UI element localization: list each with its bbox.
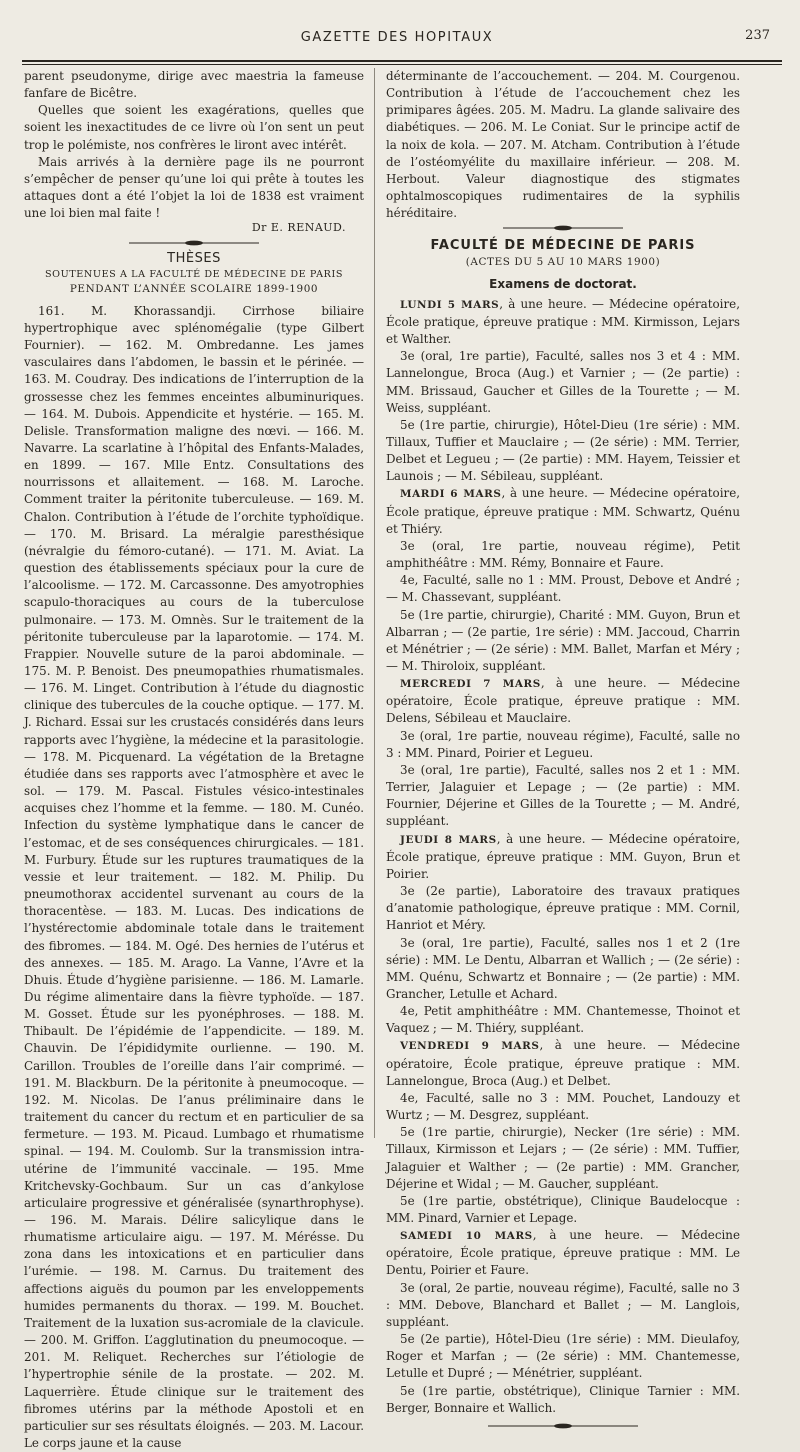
theses-subtitle: SOUTENUES A LA FACULTÉ DE MÉDECINE DE PARIS (44, 268, 344, 280)
exam-entry (386, 1331, 740, 1382)
exam-entry (386, 883, 740, 934)
faculty-title: FACULTÉ DE MÉDECINE DE PARIS (430, 238, 696, 254)
faculty-subtitle: (ACTES DU 5 AU 10 MARS 1900) (465, 255, 661, 268)
exam-entry (386, 762, 740, 831)
running-title: GAZETTE DES HOPITAUX (300, 30, 494, 45)
exam-entry (386, 1003, 740, 1037)
column-divider (374, 68, 375, 1138)
exam-text: , à une heure. — Médecine opératoire, École pratique, épreuve pratique : MM. Delens, Sébileau et Mauclaire. (386, 676, 741, 726)
exam-entry (386, 1090, 740, 1124)
exam-text: 5e (1re partie, obstétrique), Clinique Tarnier : MM. Berger, Bonnaire et Wallich. (386, 1383, 740, 1415)
exam-text: 3e (2e partie), Laboratoire des travaux pratiques d’anatomie pathologique, épreuve pratique : MM. Cornil, Hanriot et Méry. (386, 884, 740, 933)
theses-subtitle-year: PENDANT L’ANNÉE SCOLAIRE 1899-1900 (69, 282, 319, 295)
header-rule-thin (22, 64, 782, 65)
exam-text: 4e, Petit amphithéâtre : MM. Chantemesse, Thoinot et Vaquez ; — M. Thiéry, suppléant. (386, 1004, 740, 1036)
theses-list-start: 161. M. Khorassandji. Cirrhose biliaire hypertrophique avec splénomégalie (type Gilbert Fournier). — 162. M. Ombredanne. Les (24, 303, 364, 353)
exams-heading: Examens de doctorat. (489, 276, 637, 291)
theses-list-rest: james vasculaires dans l’abdomen, le bassin et le périnée. — 163. M. Coudray. Des indications de l’interruption de la grossesse chez les femmes enceintes albuminuriques. — 164. M. Dubois. Appendicite et hystérie. — 165. M. Delisle. Transformation maligne des nœvi. — 166. M. Navarre. La scarlatine à l’hôpital des Enfants-Malades, en 1899. — 167. Mlle Entz. Consultations des nourrissons et allaitement. — 168. M. Laroche. Comment traiter la péritonite tuberculeuse. — 169. M. Chalon. Contribution à l’étude de l’orchite typhoïdique. — 170. M. Brisard. La méralgie paresthésique (névralgie du fémoro-cutané). — 171. M. Aviat. La question des établissements spéciaux pour la cure de l’alcoolisme. — 172. M. Carcassonne. Des amyotrophies scapulo-thoraciques au cours de la tuberculose pulmonaire. — 173. M. Omnès. Sur le traitement de la péritonite tuberculeuse par la laparotomie. — 174. M. Frappier. Nouvelle suture de la paroi abdominale. — 175. M. P. Benoist. Des pneumopathies rhumatismales. — 176. M. Linget. Contribution à l’étude du diagnostic clinique des tubercules de la couche optique. — 177. M. J. Richard. Essai sur les crustacés considérés dans leurs rapports avec l’hygiène, la médecine et la parasitologie. — 178. M. Picquenard. La végétation de la Bretagne étudiée dans ses rapports avec l’atmosphère et avec le sol. — 179. M. Pascal. Fistules vésico-intestinales acquises chez l’homme et la femme. — 180. M. Cunéo. Infection du système lymphatique dans le cancer de l’estomac, et de ses conséquences chirurgicales. — 181. M. Furbury. Étude sur les ruptures traumatiques de la vessie et leur traitement. — 182. M. Philip. Du pneumothorax accidentel survenant au cours de la thoracentèse. — 183. M. Lucas. Des indications de l’hystérectomie abdominale totale dans le traitement des fibromes. — 184. M. Ogé. Des hernies de l’utérus et des annexes. — 185. M. Arago. La Vanne, l’Avre et la Dhuis. Étude d’hygiène parisienne. — 186. M. Lamarle. Du régime alimentaire dans la fièvre typhoïde. — 187. M. Gosset. Étude sur les pyonéphroses. — 188. M. Thibault. De l’épidémie de l’appendicite. — 189. M. Chauvin. De l’épididymite ourlienne. — 190. M. Carillon. Troubles de l’oreille dans l’air comprimé. — 191. M. Blackburn. De la péritonite à pneumocoque. — 192. M. Nicolas. De l’anus préliminaire dans le traitement du cancer du rectum et en particulier de sa fermeture. — 193. M. Picaud. Lumbago et rhumatisme spinal. — 194. M. Coulomb. Sur la transmission intra-utérine de l’immunité vaccinale. — 195. Mme Kritchevsky-Gochbaum. Sur un cas d’ankylose articulaire progressive et généralisée (synarthrophyse). — 196. M. Marais. Délire salicylique dans le rhumatisme articulaire aigu. — 197. M. Mérésse. Du zona dans les intoxications et en particulier dans l’urémie. — 198. M. Carnus. Du traitement des affections aiguës du poumon par les enveloppements humides permanents du thorax. — 199. M. Bouchet. Traitement de la luxation sus-acromiale de la clavicule. — 200. M. Griffon. L’agglutination du pneumocoque. — 201. M. Reliquet. Recherches sur l’étiologie de l’hypertrophie sénile de la prostate. — 202. M. Laquerrière. Étude clinique sur le traitement des fibromes utérins par la méthode Apostoli et en particulier sur ses résultats éloignés. — 203. M. Lacour. Le corps jaune et la cause (24, 338, 364, 1451)
exam-entry (386, 1383, 740, 1417)
exam-text: 5e (1re partie, chirurgie), Necker (1re série) : MM. Tillaux, Kirmisson et Lejars ; — (2e série) : MM. Tuffier, Jalaguier et Walther ; — (2e partie) : MM. Grancher, Déjerine et Widal ; — M. Gaucher, suppléant. (386, 1125, 740, 1191)
exam-entry (386, 417, 740, 486)
exam-text: 4e, Faculté, salle no 3 : MM. Pouchet, Landouzy et Wurtz ; — M. Desgrez, suppléant. (386, 1090, 740, 1123)
theses-continuation: déterminante de l’accouchement. — 204. M. Courgenou. Contribution à l’étude de l’accouchement chez les primipares âgées. 205. M. Madru. La glande salivaire des diabétiques. — 206. M. Le Coniat. Sur le principe actif de la noix de kola. — 207. M. Atcham. Contribution à l’étude de l’ostéomyélite du maxillaire inférieur. — 208. M. Herbout. Valeur diagnostique des stigmates ophtalmoscopiques rudimentaires de la syphilis héréditaire. (386, 69, 740, 221)
ornament-divider (503, 225, 623, 231)
exam-text: 4e, Faculté, salle no 1 : MM. Proust, Debove et André ; — M. Chassevant, suppléant. (386, 573, 740, 605)
exam-day: VENDREDI 9 MARS (400, 1040, 540, 1053)
exam-entry (386, 296, 740, 348)
exam-entry (386, 607, 740, 676)
exam-text: , à une heure. — Médecine opératoire, École pratique, épreuve pratique : MM. Schwartz, Quénu et Thiéry. (386, 486, 741, 536)
ornament-divider (129, 240, 259, 246)
exam-day: MARDI 6 MARS (400, 488, 502, 501)
exam-entries (386, 296, 740, 1417)
exam-entry (386, 1037, 740, 1089)
signature: Dr E. RENAUD. (251, 221, 346, 235)
page-number: 237 (745, 28, 770, 43)
exam-text: , à une heure. — Médecine opératoire, École pratique, épreuve pratique : MM. Guyon, Brun et Poirier. (386, 831, 740, 881)
exam-day: JEUDI 8 MARS (400, 833, 497, 846)
exam-entry (386, 485, 740, 537)
exam-day: SAMEDI 10 MARS (400, 1230, 533, 1243)
exam-text: , à une heure. — Médecine opératoire, École pratique, épreuve pratique : MM. Le Dentu, Poirier et Faure. (386, 1228, 741, 1278)
exam-text: 5e (1re partie, obstétrique), Clinique Baudelocque : MM. Pinard, Varnier et Lepage. (386, 1193, 740, 1225)
intro-paragraph-2: Quelles que soient les exagérations, quelles que soient les inexactitudes de ce livre où l’on sent un peut trop le polémiste, nos confrères le liront avec intérêt. (24, 103, 364, 152)
exam-day: LUNDI 5 MARS (400, 298, 500, 311)
exam-day: MERCREDI 7 MARS (400, 678, 541, 691)
theses-list (24, 303, 364, 1452)
left-column (24, 68, 364, 1452)
exam-entry (386, 728, 740, 762)
header-rule (22, 60, 782, 62)
theses-title: THÈSES (167, 250, 221, 266)
exam-entry (386, 348, 740, 417)
exam-text: 5e (1re partie, chirurgie), Charité : MM. Guyon, Brun et Albarran ; — (2e partie, 1re série) : MM. Jaccoud, Charrin et Ménétrier ; — (2e série) : MM. Ballet, Marfan et Méry ; — M. Thiroloix, suppléant. (386, 607, 740, 673)
exam-text: 5e (2e partie), Hôtel-Dieu (1re série) : MM. Dieulafoy, Roger et Marfan ; — (2e série) : MM. Chantemesse, Letulle et Dupré ; — Ménétrier, suppléant. (386, 1332, 740, 1381)
exam-entry (386, 1193, 740, 1227)
exam-entry (386, 935, 740, 1004)
exam-entry (386, 831, 740, 883)
exam-text: 3e (oral, 1re partie, nouveau régime), Faculté, salle no 3 : MM. Pinard, Poirier et Legueu. (386, 728, 740, 760)
ornament-divider (488, 1423, 638, 1429)
exam-text: 3e (oral, 2e partie, nouveau régime), Faculté, salle no 3 : MM. Debove, Blanchard et Ballet ; — M. Langlois, suppléant. (386, 1280, 740, 1329)
exam-entry (386, 572, 740, 606)
exam-entry (386, 538, 740, 572)
exam-text: 5e (1re partie, chirurgie), Hôtel-Dieu (1re série) : MM. Tillaux, Tuffier et Mauclaire ; — (2e série) : MM. Terrier, Delbet et Legueu ; — (2e partie) : MM. Hayem, Teissier et Launois ; — M. Sébileau, suppléant. (386, 417, 740, 484)
right-column (386, 68, 740, 1432)
exam-text: , à une heure. — Médecine opératoire, École pratique, épreuve pratique : MM. Lannelongue, Broca (Aug.) et Delbet. (386, 1038, 740, 1088)
exam-text: 3e (oral, 1re partie), Faculté, salles nos 1 et 2 (1re série) : MM. Le Dentu, Albarran et Wallich ; — (2e série) : MM. Quénu, Schwartz et Bonnaire ; — (2e partie) : MM. Grancher, Letulle et Achard. (386, 935, 740, 1001)
exam-entry (386, 675, 740, 727)
intro-paragraph-1: parent pseudonyme, dirige avec maestria la fameuse fanfare de Bicêtre. (24, 69, 364, 101)
intro-paragraph-3: Mais arrivés à la dernière page ils ne pourront s’empêcher de penser qu’une loi qui prête à toutes les attaques dont a été l’objet la loi de 1838 est vraiment une loi bien mal faite ! (24, 154, 364, 221)
page-header (12, 30, 782, 50)
exam-entry (386, 1280, 740, 1331)
exam-text: 3e (oral, 1re partie, nouveau régime), Petit amphithéâtre : MM. Rémy, Bonnaire et Faure. (386, 538, 740, 571)
exam-text: 3e (oral, 1re partie), Faculté, salles nos 2 et 1 : MM. Terrier, Jalaguier et Lepage ; — (2e partie) : MM. Fournier, Déjerine et Gilles de la Tourette ; — M. André, suppléant. (386, 762, 740, 829)
exam-entry (386, 1124, 740, 1193)
exam-entry (386, 1227, 740, 1279)
exam-text: , à une heure. — Médecine opératoire, École pratique, épreuve pratique : MM. Kirmisson, Lejars et Walther. (386, 296, 740, 347)
exam-text: 3e (oral, 1re partie), Faculté, salles nos 3 et 4 : MM. Lannelongue, Broca (Aug.) et Varnier ; — (2e partie) : MM. Brissaud, Gaucher et Gilles de la Tourette ; — M. Weiss, suppléant. (386, 349, 740, 415)
